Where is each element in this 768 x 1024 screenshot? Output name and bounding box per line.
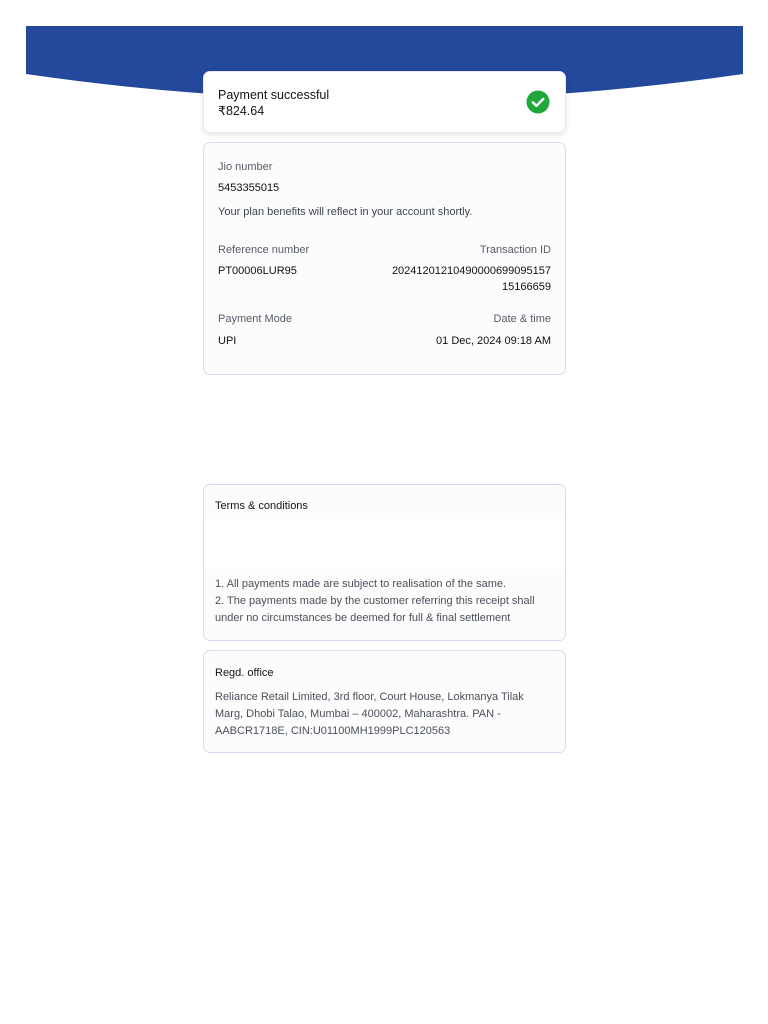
check-circle-icon bbox=[526, 90, 550, 114]
payment-mode-value: UPI bbox=[218, 335, 237, 347]
transaction-details-card bbox=[203, 142, 566, 375]
reference-number-label: Reference number bbox=[218, 244, 310, 256]
terms-heading: Terms & conditions bbox=[215, 500, 308, 512]
jio-number-value: 5453355015 bbox=[218, 182, 280, 194]
office-address-line2: Marg, Dhobi Talao, Mumbai – 400002, Maharashtra. PAN - bbox=[215, 708, 501, 720]
date-time-value: 01 Dec, 2024 09:18 AM bbox=[436, 335, 551, 347]
terms-conditions-card bbox=[203, 484, 566, 641]
payment-mode-label: Payment Mode bbox=[218, 313, 292, 325]
transaction-id-label: Transaction ID bbox=[479, 244, 551, 256]
date-time-label: Date & time bbox=[493, 313, 551, 325]
plan-benefit-note: Your plan benefits will reflect in your account shortly. bbox=[218, 206, 473, 218]
reference-number-value: PT00006LUR95 bbox=[218, 265, 297, 277]
office-address-line3: AABCR1718E, CIN:U01100MH1999PLC120563 bbox=[215, 725, 451, 737]
terms-item-2-line2: under no circumstances be deemed for full & final settlement bbox=[215, 612, 511, 624]
registered-office-card bbox=[203, 650, 566, 753]
terms-cutout-gap bbox=[203, 519, 566, 569]
payment-amount: ₹824.64 bbox=[218, 104, 265, 118]
payment-status-title: Payment successful bbox=[218, 88, 330, 102]
office-heading: Regd. office bbox=[215, 667, 274, 679]
terms-item-1: 1. All payments made are subject to realisation of the same. bbox=[215, 578, 507, 590]
office-address-line1: Reliance Retail Limited, 3rd floor, Court House, Lokmanya Tilak bbox=[215, 691, 524, 703]
transaction-id-value-line2: 15166659 bbox=[502, 281, 551, 293]
payment-status-card bbox=[203, 71, 566, 133]
terms-item-2-line1: 2. The payments made by the customer referring this receipt shall bbox=[215, 595, 535, 607]
transaction-id-value-line1: 20241201210490000699095157 bbox=[391, 265, 551, 277]
jio-number-label: Jio number bbox=[218, 161, 273, 173]
